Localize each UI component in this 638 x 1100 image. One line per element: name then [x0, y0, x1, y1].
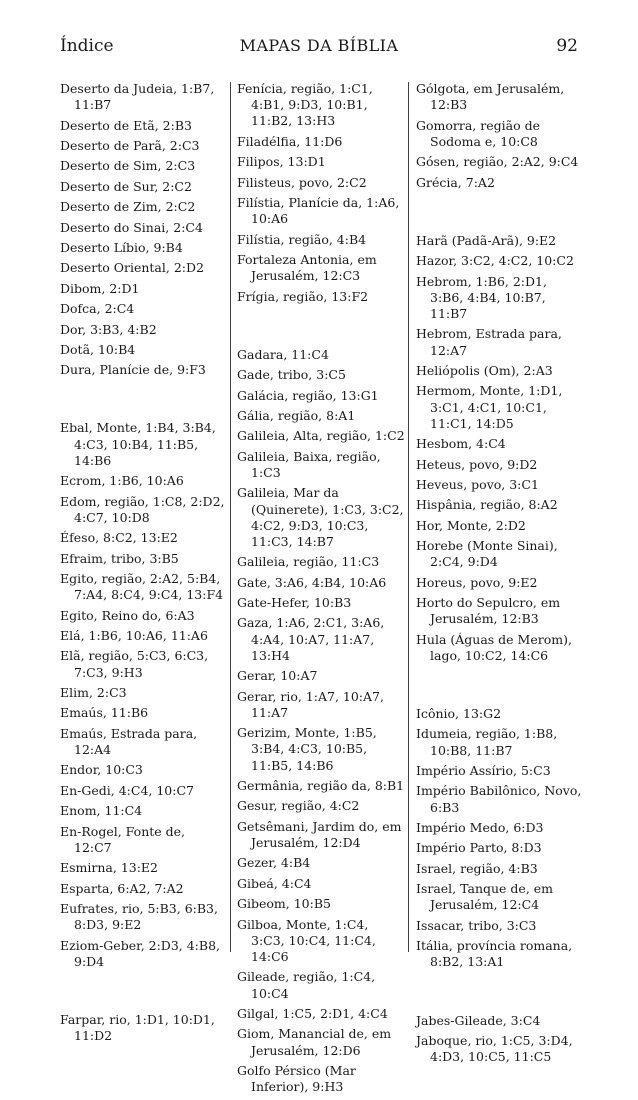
index-entry: Heliópolis (Om), 2:A3	[416, 362, 553, 378]
index-entry: Deserto do Sinai, 2:C4	[60, 219, 203, 235]
index-entry: Gerar, 10:A7	[237, 668, 318, 684]
page-number: 92	[556, 36, 578, 56]
index-entry: Gadara, 11:C4	[237, 346, 329, 362]
index-entry: Gezer, 4:B4	[237, 855, 311, 871]
letter-gap	[60, 986, 226, 996]
index-entry: Fenícia, região, 1:C1, 4:B1, 9:D3, 10:B1, 11:B2, 13:H3	[237, 81, 373, 129]
index-entry: Galácia, região, 13:G1	[237, 387, 379, 403]
index-entry: Deserto de Parã, 2:C3	[60, 137, 200, 153]
index-entry: Ebal, Monte, 1:B4, 3:B4, 4:C3, 10:B4, 11:B5, 14:B6	[60, 420, 216, 468]
index-entry: Dura, Planície de, 9:F3	[60, 362, 206, 378]
index-entry: Ecrom, 1:B6, 10:A6	[60, 473, 184, 489]
book-title: MAPAS DA BÍBLIA	[239, 36, 399, 55]
index-entry: Jaboque, rio, 1:C5, 3:D4, 4:D3, 10:C5, 11:C5	[416, 1033, 573, 1065]
index-entry: En-Gedi, 4:C4, 10:C7	[60, 782, 194, 798]
index-entry: Giom, Manancial de, em Jerusalém, 12:D6	[237, 1026, 392, 1058]
section-title: Índice	[60, 36, 114, 56]
index-entry: Gilgal, 1:C5, 2:D1, 4:C4	[237, 1005, 388, 1021]
index-entry: Endor, 10:C3	[60, 762, 143, 778]
index-entry: Filístia, região, 4:B4	[237, 231, 367, 247]
index-entry: Deserto da Judeia, 1:B7, 11:B7	[60, 81, 215, 113]
index-entry: Fortaleza Antonia, em Jerusalém, 12:C3	[237, 251, 377, 284]
index-entry: Filadélfia, 11:D6	[237, 133, 343, 149]
index-entry: Grécia, 7:A2	[416, 174, 495, 190]
index-column-2	[237, 81, 405, 1100]
index-entry: Gate, 3:A6, 4:B4, 10:A6	[237, 574, 387, 590]
index-entry: Gesur, região, 4:C2	[237, 798, 360, 814]
index-entry: Heveus, povo, 3:C1	[416, 476, 539, 492]
index-entry: Dibom, 2:D1	[60, 280, 140, 296]
index-entry: Hor, Monte, 2:D2	[416, 517, 526, 533]
index-entry: Hermom, Monte, 1:D1, 3:C1, 4:C1, 10:C1, 11:C1, 14:D5	[416, 383, 563, 431]
index-entry: Império Parto, 8:D3	[416, 840, 542, 856]
index-entry: Eufrates, rio, 5:B3, 6:B3, 8:D3, 9:E2	[60, 900, 218, 933]
index-entry: Hula (Águas de Merom), lago, 10:C2, 14:C6	[416, 631, 572, 663]
index-entry: Horebe (Monte Sinai), 2:C4, 9:D4	[416, 538, 558, 570]
index-entry: Israel, Tanque de, em Jerusalém, 12:C4	[416, 881, 554, 913]
index-entry: Dofca, 2:C4	[60, 301, 135, 317]
index-entry: Gósen, região, 2:A2, 9:C4	[416, 154, 579, 170]
index-entry: Filisteus, povo, 2:C2	[237, 174, 367, 190]
index-entry: Galileia, região, 11:C3	[237, 554, 380, 570]
letter-gap	[416, 680, 582, 690]
index-entry: Horto do Sepulcro, em Jerusalém, 12:B3	[416, 595, 561, 627]
index-column-1	[60, 81, 226, 1049]
index-entry: Harã (Padã-Arã), 9:E2	[416, 232, 557, 248]
index-entry: Deserto de Sim, 2:C3	[60, 158, 196, 174]
index-entry: Gileade, região, 1:C4, 10:C4	[237, 969, 376, 1001]
index-column-3	[416, 81, 582, 1070]
index-entry: Dor, 3:B3, 4:B2	[60, 321, 157, 337]
index-entry: Hesbom, 4:C4	[416, 436, 506, 452]
index-entry: Elã, região, 5:C3, 6:C3, 7:C3, 9:H3	[60, 648, 209, 680]
letter-gap	[237, 321, 405, 331]
letter-gap	[60, 394, 226, 404]
index-entry: Éfeso, 8:C2, 13:E2	[60, 530, 178, 546]
index-entry: Heteus, povo, 9:D2	[416, 456, 538, 472]
index-entry: Gibeom, 10:B5	[237, 896, 331, 912]
index-entry: Gólgota, em Jerusalém, 12:B3	[416, 81, 565, 113]
index-entry: Enom, 11:C4	[60, 803, 143, 819]
index-entry: Hebrom, 1:B6, 2:D1, 3:B6, 4:B4, 10:B7, 11:B7	[416, 273, 547, 321]
index-entry: Dotã, 10:B4	[60, 341, 136, 357]
index-entry: Egito, região, 2:A2, 5:B4, 7:A4, 8:C4, 9:C4, 13:F4	[60, 571, 224, 603]
index-entry: Germânia, região da, 8:B1	[237, 778, 405, 794]
index-entry: Gade, tribo, 3:C5	[237, 367, 346, 383]
index-entry: Elim, 2:C3	[60, 685, 127, 701]
index-entry: Farpar, rio, 1:D1, 10:D1, 11:D2	[60, 1011, 215, 1044]
index-entry: Esparta, 6:A2, 7:A2	[60, 880, 184, 896]
index-entry: Getsêmani, Jardim do, em Jerusalém, 12:D4	[237, 818, 402, 851]
column-divider	[230, 82, 231, 952]
index-entry: Gerizim, Monte, 1:B5, 3:B4, 4:C3, 10:B5, 11:B5, 14:B6	[237, 725, 377, 773]
index-entry: Galileia, Baixa, região, 1:C3	[237, 448, 381, 480]
index-entry: Golfo Pérsico (Mar Inferior), 9:H3	[237, 1062, 356, 1095]
index-entry: Filipos, 13:D1	[237, 154, 326, 170]
letter-gap	[416, 987, 582, 997]
index-entry: Deserto de Zim, 2:C2	[60, 199, 196, 215]
column-divider	[408, 82, 409, 952]
index-entry: Esmirna, 13:E2	[60, 860, 159, 876]
index-entry: Edom, região, 1:C8, 2:D2, 4:C7, 10:D8	[60, 493, 225, 525]
index-entry: Deserto Oriental, 2:D2	[60, 260, 204, 276]
index-entry: Egito, Reino do, 6:A3	[60, 607, 195, 623]
index-entry: Emaús, 11:B6	[60, 705, 149, 721]
index-entry: Hazor, 3:C2, 4:C2, 10:C2	[416, 253, 574, 269]
index-entry: Eziom-Geber, 2:D3, 4:B8, 9:D4	[60, 937, 221, 969]
index-entry: Gaza, 1:A6, 2:C1, 3:A6, 4:A4, 10:A7, 11:A7, 13:H4	[237, 615, 385, 663]
index-entry: Galileia, Mar da (Quinerete), 1:C3, 3:C2, 4:C2, 9:D3, 10:C3, 11:C3, 14:B7	[237, 485, 404, 549]
index-entry: Emaús, Estrada para, 12:A4	[60, 725, 198, 757]
index-entry: Jabes-Gileade, 3:C4	[416, 1012, 541, 1028]
index-entry: Gerar, rio, 1:A7, 10:A7, 11:A7	[237, 688, 384, 720]
index-entry: Issacar, tribo, 3:C3	[416, 917, 537, 933]
index-entry: Efraim, tribo, 3:B5	[60, 550, 179, 566]
index-entry: Idumeia, região, 1:B8, 10:B8, 11:B7	[416, 726, 558, 758]
index-entry: En-Rogel, Fonte de, 12:C7	[60, 823, 186, 855]
index-entry: Horeus, povo, 9:E2	[416, 574, 538, 590]
index-entry: Gomorra, região de Sodoma e, 10:C8	[416, 117, 540, 149]
index-entry: Império Babilônico, Novo, 6:B3	[416, 783, 582, 815]
index-entry: Itália, província romana, 8:B2, 13:A1	[416, 938, 573, 970]
page-header	[60, 36, 578, 60]
index-entry: Icônio, 13:G2	[416, 706, 502, 722]
index-entry: Hispânia, região, 8:A2	[416, 497, 558, 513]
index-entry: Império Assírio, 5:C3	[416, 763, 551, 779]
index-entry: Filístia, Planície da, 1:A6, 10:A6	[237, 194, 400, 227]
index-entry: Gália, região, 8:A1	[237, 407, 356, 423]
index-entry: Gilboa, Monte, 1:C4, 3:C3, 10:C4, 11:C4, 14:C6	[237, 916, 376, 964]
index-entry: Gibeá, 4:C4	[237, 875, 312, 891]
index-entry: Deserto de Etã, 2:B3	[60, 117, 192, 133]
index-entry: Gate-Hefer, 10:B3	[237, 595, 352, 611]
index-entry: Deserto Líbio, 9:B4	[60, 239, 183, 255]
index-entry: Israel, região, 4:B3	[416, 860, 538, 876]
index-entry: Elá, 1:B6, 10:A6, 11:A6	[60, 628, 208, 644]
index-entry: Deserto de Sur, 2:C2	[60, 178, 192, 194]
index-entry: Império Medo, 6:D3	[416, 820, 544, 836]
letter-gap	[416, 207, 582, 217]
index-entry: Galileia, Alta, região, 1:C2	[237, 428, 405, 444]
index-entry: Frígia, região, 13:F2	[237, 288, 369, 304]
index-entry: Hebrom, Estrada para, 12:A7	[416, 326, 562, 358]
